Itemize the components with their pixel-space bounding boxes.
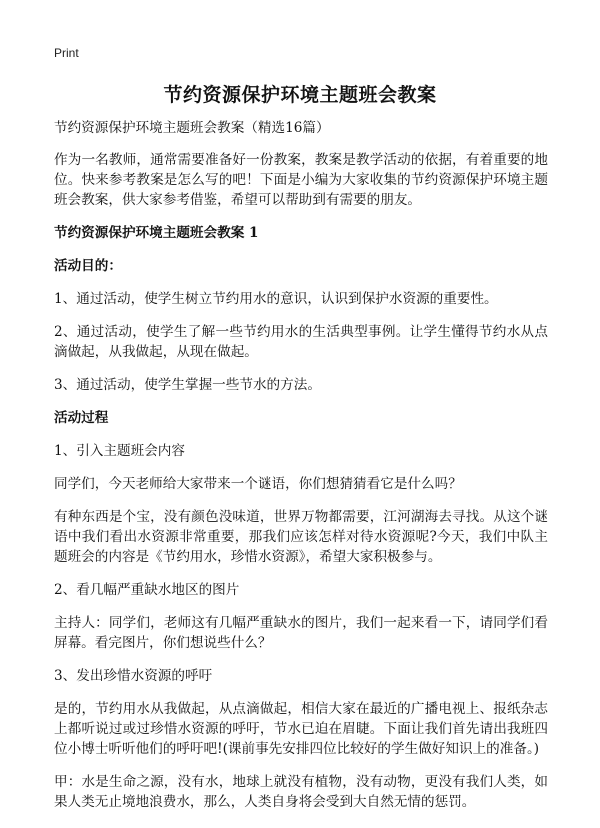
document-subtitle: 节约资源保护环境主题班会教案（精选16篇）: [54, 120, 330, 136]
step-heading: 3、发出珍惜水资源的呼吁: [54, 668, 213, 684]
step-paragraph: 是的，节约用水从我做起，从点滴做起，相信大家在最近的广播电视上、报纸杂志上都听说过或过珍惜水资源的呼吁，节水已迫在眉睫。下面让我们首先请出我班四位小博士听听他们的呼吁吧!(课前事先安排四位比较好的学生做好知识上的准备。): [54, 701, 548, 757]
document-body: [54, 118, 548, 825]
goal-item: 1、通过活动，使学生树立节约用水的意识，认识到保护水资源的重要性。: [54, 291, 498, 307]
document-title: 节约资源保护环境主题班会教案: [163, 84, 437, 106]
goal-item: 3、通过活动，使学生掌握一些节水的方法。: [54, 377, 321, 393]
section-heading: 节约资源保护环境主题班会教案 1: [54, 225, 259, 241]
print-button[interactable]: Print: [54, 46, 79, 60]
goals-heading: 活动目的：: [54, 258, 122, 274]
step-paragraph: 甲：水是生命之源，没有水，地球上就没有植物，没有动物，更没有我们人类，如果人类无止境地浪费水，那么，人类自身将会受到大自然无情的惩罚。: [54, 774, 548, 810]
goal-item: 2、通过活动，使学生了解一些节约用水的生活典型事例。让学生懂得节约水从点滴做起，从我做起，从现在做起。: [54, 324, 548, 360]
step-heading: 1、引入主题班会内容: [54, 443, 185, 459]
step-heading: 2、看几幅严重缺水地区的图片: [54, 582, 240, 598]
step-paragraph: 有种东西是个宝，没有颜色没味道，世界万物都需要，江河湖海去寻找。从这个谜语中我们看出水资源非常重要，那我们应该怎样对待水资源呢?今天，我们中队主题班会的内容是《节约用水，珍惜水资源》，希望大家积极参与。: [54, 509, 548, 565]
step-paragraph: 主持人：同学们，老师这有几幅严重缺水的图片，我们一起来看一下，请同学们看屏幕。看完图片，你们想说些什么？: [54, 615, 548, 651]
process-heading: 活动过程: [54, 410, 109, 426]
step-paragraph: 同学们，今天老师给大家带来一个谜语，你们想猜猜看它是什么吗？: [54, 476, 462, 492]
intro-paragraph: 作为一名教师，通常需要准备好一份教案，教案是教学活动的依据，有着重要的地位。快来参考教案是怎么写的吧！下面是小编为大家收集的节约资源保护环境主题班会教案，供大家参考借鉴，希望可以帮助到有需要的朋友。: [54, 152, 548, 208]
